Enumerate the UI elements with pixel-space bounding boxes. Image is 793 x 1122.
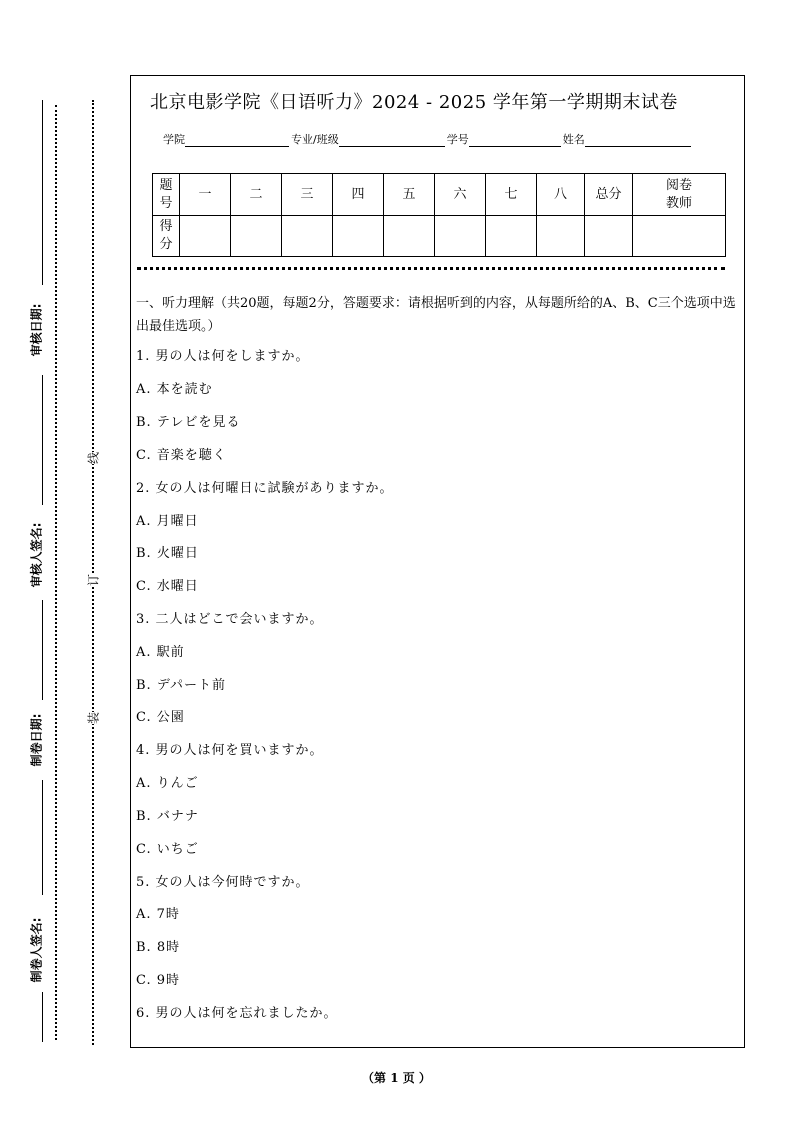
score-cell-reviewer[interactable]	[633, 216, 726, 257]
section-instruction: 一、听力理解（共20题，每题2分，答题要求：请根据听到的内容，从每题所给的A、B、C三个选项中选出最佳选项。）	[136, 296, 736, 334]
col-total: 总分	[585, 174, 633, 216]
binding-dotted-line-left	[55, 105, 57, 1040]
reviewer-sign-label: 审核人签名:	[29, 522, 44, 588]
option-3b: B. デパート前	[136, 678, 227, 693]
col-3: 三	[282, 174, 333, 216]
review-date-label: 审核日期:	[29, 303, 44, 357]
option-3c: C. 公園	[136, 710, 185, 725]
option-5b: B. 8時	[136, 940, 181, 955]
signature-line-make-date	[42, 600, 43, 700]
signature-line-maker	[42, 780, 43, 895]
col-8: 八	[537, 174, 585, 216]
question-6: 6. 男の人は何を忘れましたか。	[136, 1006, 338, 1021]
question-3: 3. 二人はどこで会いますか。	[136, 612, 324, 627]
col-4: 四	[333, 174, 384, 216]
col-5: 五	[384, 174, 435, 216]
option-1a: A. 本を読む	[136, 382, 213, 397]
option-4a: A. りんご	[136, 776, 199, 791]
score-cell[interactable]	[486, 216, 537, 257]
option-4b: B. バナナ	[136, 809, 199, 824]
col-7: 七	[486, 174, 537, 216]
question-4: 4. 男の人は何を買いますか。	[136, 743, 324, 758]
score-table	[152, 173, 726, 257]
make-date-label: 制卷日期:	[29, 713, 44, 767]
maker-sign-label: 制卷人签名:	[29, 917, 44, 983]
cut-label-ding: 订	[83, 574, 104, 586]
option-5a: A. 7時	[136, 907, 180, 922]
student-info-row	[163, 131, 693, 147]
score-cell[interactable]	[180, 216, 231, 257]
question-1: 1. 男の人は何をしますか。	[136, 349, 310, 364]
option-5c: C. 9時	[136, 973, 181, 988]
major-class-label: 专业/班级	[291, 133, 339, 146]
score-cell[interactable]	[231, 216, 282, 257]
option-2b: B. 火曜日	[136, 546, 199, 561]
header-divider	[137, 267, 725, 270]
option-1c: C. 音楽を聴く	[136, 448, 227, 463]
student-id-label: 学号	[446, 133, 469, 146]
signature-line-bottom	[42, 992, 43, 1042]
score-cell[interactable]	[537, 216, 585, 257]
option-2c: C. 水曜日	[136, 579, 199, 594]
name-label: 姓名	[562, 133, 585, 146]
score-cell[interactable]	[333, 216, 384, 257]
cut-label-xian: 线	[83, 452, 104, 464]
score-row-header: 得分	[153, 216, 180, 257]
score-cell[interactable]	[384, 216, 435, 257]
page-number: （第 1 页 ）	[362, 1071, 431, 1085]
col-1: 一	[180, 174, 231, 216]
signature-line-review-date	[42, 100, 43, 285]
option-2a: A. 月曜日	[136, 514, 199, 529]
option-3a: A. 駅前	[136, 645, 185, 660]
name-blank[interactable]	[585, 132, 691, 147]
question-5: 5. 女の人は今何時ですか。	[136, 875, 310, 890]
score-cell-total[interactable]	[585, 216, 633, 257]
college-blank[interactable]	[185, 132, 289, 147]
binding-dotted-line-right	[92, 100, 94, 1045]
cut-label-zhuang: 装	[83, 712, 104, 724]
option-4c: C. いちご	[136, 842, 199, 857]
option-1b: B. テレビを見る	[136, 415, 241, 430]
col-2: 二	[231, 174, 282, 216]
question-2: 2. 女の人は何曜日に試験がありますか。	[136, 481, 394, 496]
college-label: 学院	[163, 133, 185, 146]
score-cell[interactable]	[282, 216, 333, 257]
major-class-blank[interactable]	[339, 132, 445, 147]
col-reviewer: 阅卷教师	[633, 174, 726, 216]
col-6: 六	[435, 174, 486, 216]
score-cell[interactable]	[435, 216, 486, 257]
page-title: 北京电影学院《日语听力》2024 - 2025 学年第一学期期末试卷	[150, 92, 678, 113]
question-number-header: 题号	[153, 174, 180, 216]
student-id-blank[interactable]	[469, 132, 561, 147]
signature-line-reviewer	[42, 375, 43, 505]
